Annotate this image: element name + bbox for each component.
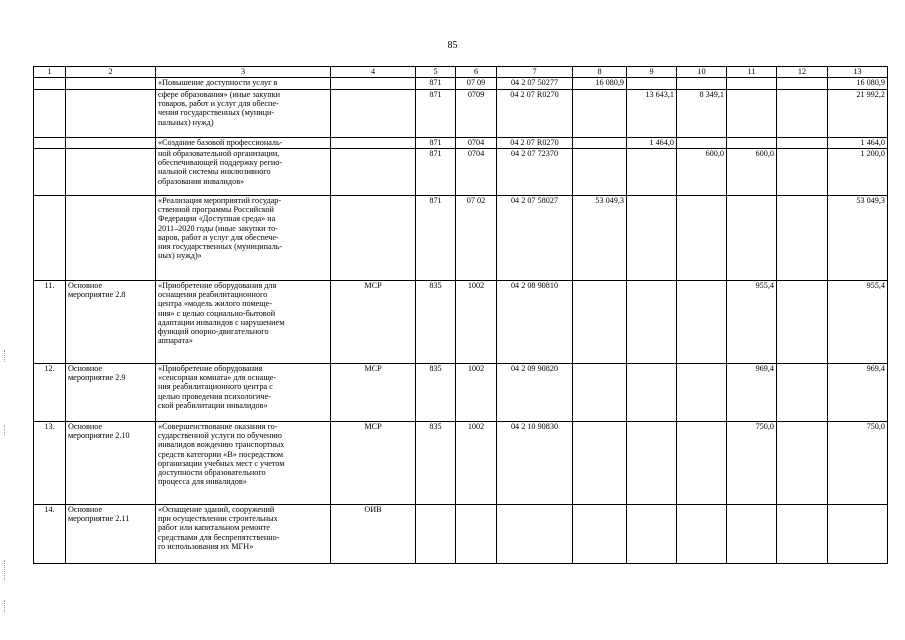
header-cell-4: 4 <box>331 67 416 78</box>
cell-total: 21 992,2 <box>828 90 888 138</box>
cell-y4 <box>727 505 777 564</box>
cell-csr: 04 2 07 58027 <box>497 196 573 281</box>
cell-gr: 871 <box>416 90 456 138</box>
cell-y5 <box>777 78 828 90</box>
cell-name: Основное мероприятие 2.10 <box>66 422 156 505</box>
cell-y3 <box>677 138 727 149</box>
cell-y5 <box>777 364 828 422</box>
cell-num <box>34 138 66 149</box>
cell-executor: ОИВ <box>331 505 416 564</box>
cell-y5 <box>777 422 828 505</box>
cell-rzpr <box>456 505 497 564</box>
header-cell-10: 10 <box>677 67 727 78</box>
cell-y4: 600,0 <box>727 149 777 196</box>
header-cell-12: 12 <box>777 67 828 78</box>
cell-num: 11. <box>34 281 66 364</box>
cell-num <box>34 149 66 196</box>
header-cell-8: 8 <box>573 67 627 78</box>
cell-rzpr: 1002 <box>456 364 497 422</box>
cell-y4 <box>727 138 777 149</box>
cell-description: «Совершенствование оказания го- сударственной услуги по обучению инвалидов вождению транспортных средств категории «В» посредством организации учебных мест с учетом доступности образовательного процесса для инвалидов» <box>156 422 331 505</box>
cell-name: Основное мероприятие 2.11 <box>66 505 156 564</box>
header-cell-2: 2 <box>66 67 156 78</box>
cell-num: 14. <box>34 505 66 564</box>
cell-y2: 1 464,0 <box>627 138 677 149</box>
header-cell-9: 9 <box>627 67 677 78</box>
cell-gr: 835 <box>416 364 456 422</box>
table-row <box>34 364 888 422</box>
cell-num <box>34 90 66 138</box>
cell-y1 <box>573 138 627 149</box>
cell-y5 <box>777 138 828 149</box>
cell-description: «Повышение доступности услуг в <box>156 78 331 90</box>
cell-num <box>34 78 66 90</box>
margin-mark <box>4 350 6 362</box>
cell-description: «Приобретение оборудования «сенсорная комната» для оснаще- ния реабилитационного центра с целью проведения психологиче- ской реабилитации инвалидов» <box>156 364 331 422</box>
cell-csr: 04 2 07 50277 <box>497 78 573 90</box>
cell-y1 <box>573 149 627 196</box>
cell-executor <box>331 196 416 281</box>
cell-description: «Создание базовой профессиональ- <box>156 138 331 149</box>
header-cell-5: 5 <box>416 67 456 78</box>
cell-rzpr: 0704 <box>456 149 497 196</box>
cell-executor: МСР <box>331 364 416 422</box>
cell-y3: 8 349,1 <box>677 90 727 138</box>
cell-total: 750,0 <box>828 422 888 505</box>
cell-y3 <box>677 364 727 422</box>
margin-mark <box>4 425 6 435</box>
cell-csr: 04 2 09 90820 <box>497 364 573 422</box>
margin-mark <box>4 600 6 612</box>
header-cell-11: 11 <box>727 67 777 78</box>
cell-description: сфере образования» (иные закупки товаров, работ и услуг для обеспе- чения государственных (муници- пальных) нужд) <box>156 90 331 138</box>
cell-total: 1 464,0 <box>828 138 888 149</box>
cell-name: Основное мероприятие 2.9 <box>66 364 156 422</box>
cell-y2 <box>627 196 677 281</box>
cell-rzpr: 07 09 <box>456 78 497 90</box>
cell-y2: 13 643,1 <box>627 90 677 138</box>
cell-y2 <box>627 505 677 564</box>
cell-description: «Оснащение зданий, сооружений при осуществлении строительных работ или капитальном ремонте средствами для беспрепятственно- го использования их МГН» <box>156 505 331 564</box>
cell-y4 <box>727 90 777 138</box>
cell-name <box>66 78 156 90</box>
cell-executor <box>331 78 416 90</box>
cell-y2 <box>627 78 677 90</box>
cell-y1 <box>573 422 627 505</box>
cell-total: 955,4 <box>828 281 888 364</box>
cell-y4 <box>727 196 777 281</box>
cell-total: 53 049,3 <box>828 196 888 281</box>
cell-total: 1 200,0 <box>828 149 888 196</box>
cell-total: 16 080,9 <box>828 78 888 90</box>
cell-gr <box>416 505 456 564</box>
cell-executor: МСР <box>331 422 416 505</box>
table-row <box>34 422 888 505</box>
cell-y3 <box>677 422 727 505</box>
cell-gr: 871 <box>416 78 456 90</box>
cell-name: Основное мероприятие 2.8 <box>66 281 156 364</box>
cell-y5 <box>777 505 828 564</box>
table-row <box>34 281 888 364</box>
table-row <box>34 90 888 138</box>
cell-rzpr: 1002 <box>456 281 497 364</box>
cell-y3: 600,0 <box>677 149 727 196</box>
cell-description: «Приобретение оборудования для оснащения реабилитационного центра «модель жилого помеще- ния» с целью социально-бытовой адаптации инвалидов с нарушением функций опорно-двигательного аппарата» <box>156 281 331 364</box>
cell-y1 <box>573 90 627 138</box>
cell-rzpr: 0709 <box>456 90 497 138</box>
cell-csr <box>497 505 573 564</box>
cell-executor: МСР <box>331 281 416 364</box>
header-cell-7: 7 <box>497 67 573 78</box>
header-row <box>34 67 888 78</box>
cell-num: 13. <box>34 422 66 505</box>
cell-description: «Реализация мероприятий государ- ственной программы Российской Федерации «Доступная среда» на 2011–2020 годы (иные закупки то- варов, работ и услуг для обеспече- ния государственных (муниципаль- ных) нужд)» <box>156 196 331 281</box>
cell-csr: 04 2 10 90830 <box>497 422 573 505</box>
cell-y4: 750,0 <box>727 422 777 505</box>
cell-y3 <box>677 281 727 364</box>
cell-csr: 04 2 07 72370 <box>497 149 573 196</box>
cell-num: 12. <box>34 364 66 422</box>
cell-gr: 871 <box>416 196 456 281</box>
cell-gr: 835 <box>416 422 456 505</box>
cell-name <box>66 90 156 138</box>
cell-rzpr: 1002 <box>456 422 497 505</box>
cell-gr: 871 <box>416 138 456 149</box>
cell-executor <box>331 138 416 149</box>
cell-y1 <box>573 364 627 422</box>
cell-csr: 04 2 08 90810 <box>497 281 573 364</box>
cell-total: 969,4 <box>828 364 888 422</box>
cell-y5 <box>777 281 828 364</box>
cell-y1 <box>573 281 627 364</box>
budget-table <box>33 66 888 564</box>
cell-total <box>828 505 888 564</box>
cell-name <box>66 149 156 196</box>
table-row <box>34 78 888 90</box>
cell-rzpr: 07 02 <box>456 196 497 281</box>
cell-y5 <box>777 90 828 138</box>
cell-gr: 835 <box>416 281 456 364</box>
header-cell-1: 1 <box>34 67 66 78</box>
cell-y4 <box>727 78 777 90</box>
cell-y3 <box>677 78 727 90</box>
cell-y1: 53 049,3 <box>573 196 627 281</box>
cell-y1 <box>573 505 627 564</box>
cell-executor <box>331 149 416 196</box>
cell-description: ной образовательной организации, обеспечивающей поддержку регио- нальной системы инклюзивного образования инвалидов» <box>156 149 331 196</box>
cell-y2 <box>627 364 677 422</box>
cell-y4: 969,4 <box>727 364 777 422</box>
cell-csr: 04 2 07 R0270 <box>497 90 573 138</box>
table-row <box>34 138 888 149</box>
cell-y2 <box>627 149 677 196</box>
cell-y3 <box>677 196 727 281</box>
cell-gr: 871 <box>416 149 456 196</box>
table-row <box>34 149 888 196</box>
cell-y5 <box>777 196 828 281</box>
cell-y2 <box>627 422 677 505</box>
cell-num <box>34 196 66 281</box>
cell-y4: 955,4 <box>727 281 777 364</box>
cell-executor <box>331 90 416 138</box>
cell-rzpr: 0704 <box>456 138 497 149</box>
header-cell-6: 6 <box>456 67 497 78</box>
cell-csr: 04 2 07 R0270 <box>497 138 573 149</box>
page-number: 85 <box>447 40 458 51</box>
cell-y5 <box>777 149 828 196</box>
table-row <box>34 196 888 281</box>
cell-y1: 16 080,9 <box>573 78 627 90</box>
cell-name <box>66 196 156 281</box>
table-row <box>34 505 888 564</box>
header-cell-13: 13 <box>828 67 888 78</box>
cell-y2 <box>627 281 677 364</box>
cell-y3 <box>677 505 727 564</box>
header-cell-3: 3 <box>156 67 331 78</box>
margin-mark <box>4 560 6 580</box>
cell-name <box>66 138 156 149</box>
